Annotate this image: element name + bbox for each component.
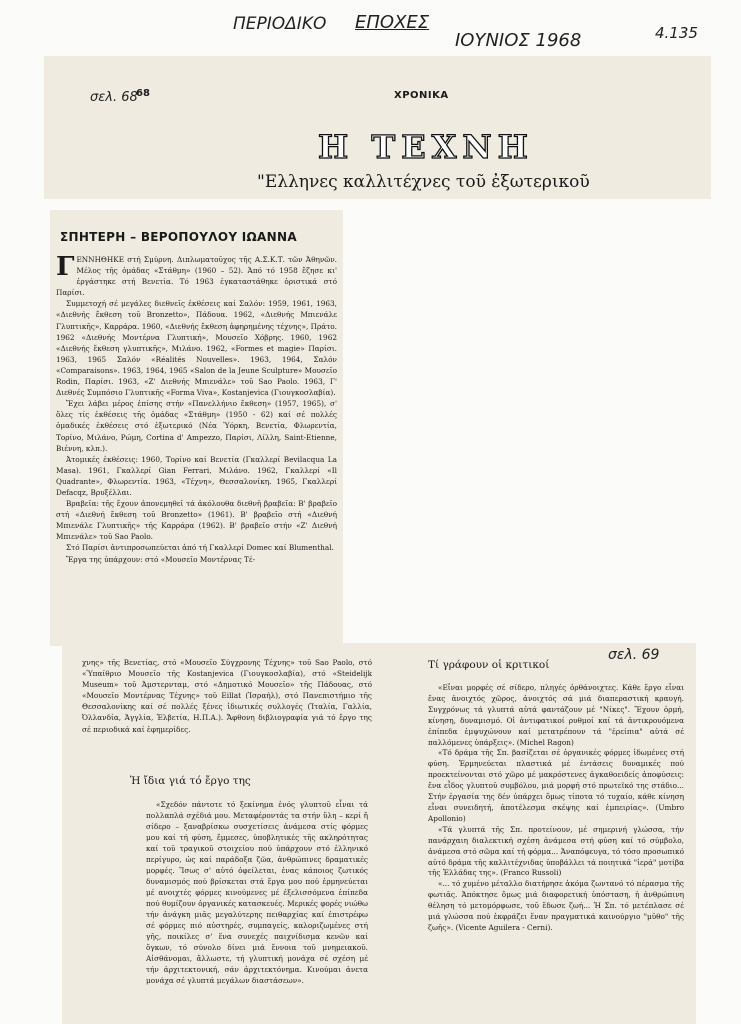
handwritten-ref-code: 4.135 bbox=[655, 24, 698, 42]
critics-quotes bbox=[428, 683, 684, 1023]
paragraph: «Εἶναι μορφές σέ σίδερο, πληγές ὀρθάνοιχτες. Κάθε ἔργο εἶναι ἕνας ἀνοιχτός χῶρος, ἀνοιχτός σά μιά διαπεραστική κραυγή. Συγχρόνως τά γλυπτά αὐτά φαντάζουν μέ "Νίκες". Ἔχουν ὁρμή, κίνηση, δυναμισμό. Οἱ ἀντιφατικοί ρυθμοί καί τά ἀντικρουόμενα ἐπίπεδα ἐμψυχώνουν καί μετατρέπουν τά "ἐρείπια" αὐτά σέ παλλόμενες ὑπάρξεις». (Michel Ragon) bbox=[428, 683, 684, 747]
paragraph: χνης» τῆς Βενετίας, στό «Μουσεῖο Σύγχρονης Τέχνης» τοῦ Sao Paolo, στό «Ὑπαίθριο Μουσεῖο τῆς Kostanjevica (Γιουγκοσλαβία), στό «Steidelijk Museum» τοῦ Ἀμστερνταμ, στό «Δημοτικό Μουσεῖο» τῆς Πάδουας, στό «Μουσεῖο Μοντέρνας Τέχνης» τοῦ Eillat (Ἰσραήλ), στό Πανεπιστήμιο τῆς Θεσσαλονίκης καί σέ πολλές ξένες ἰδιωτικές συλλογές (Ἰταλία, Γαλλία, Ὀλλανδία, Ἀγγλία, Ἑλβετία, Η.Π.Α.). Ἄφθονη διβλιογραφία γιά τό ἔργο της σέ περιοδικά καί ἐφημερίδες. bbox=[82, 658, 372, 734]
drop-cap: Γ bbox=[56, 254, 75, 282]
paragraph: Βραβεῖα: τῆς ἔχουν ἀπονεμηθεῖ τά ἀκόλουθα διεθνῆ βραβεῖα: Β' βραβεῖο στή «Διεθνή ἔκθεση τοῦ Bronzetto» (1961). Β' βραβεῖο στή «Διεθνή Μπιενάλε Γλυπτικῆς» τῆς Καρράρα (1962). Β' βραβεῖο στήν «Ζ' Διεθνή Μπιενάλε» τοῦ Sao Paolo. bbox=[56, 499, 337, 542]
header-subtitle: "Ελληνες καλλιτέχνες τοῦ ἐξωτερικοῦ bbox=[257, 172, 590, 192]
paragraph: «Τό δράμα τῆς Σπ. βασίζεται σέ ὀργανικές φόρμες ἰδωμένες στή φύση. Ἑρμηνεύεται πλαστικά μέ ἐντάσεις δυναμικές πού προεκτείνονται στό χῶρο μέ μακρόστενες ἀγκαθοειδείς ἀποφύσεις: ἕνα εἶδος γλυπτοῦ συμβόλου, μιά μορφή στό πρωτεϊκό της στάδιο... Στήν ἐργασία της δέν ὑπάρχει ὅμως τίποτα τό τυχαίο, κάθε κίνηση εἶναι συνειδητή, ἀποτέλεσμα σκέψης καί ἐμπειρίας». (Umbro Apollonio) bbox=[428, 748, 684, 823]
header-section: ΧΡΟΝΙΚΑ bbox=[394, 90, 449, 101]
handwritten-source: ΠΕΡΙΟΔΙΚΟ bbox=[233, 14, 327, 34]
article-body-col1 bbox=[56, 254, 337, 644]
paragraph: Ἀτομικές ἐκθέσεις: 1960, Τορίνο καί Βενετία (Γκαλλερί Bevilacqua La Masa). 1961, Γκαλλερί Gian Ferrari, Μιλάνο. 1962, Γκαλλερί «Il Quadrante», Φλωρεντία. 1963, «Τέχνη», Θεσσαλονίκη. 1965, Γκαλλερί Defacqz, Βρυξέλλαι. bbox=[56, 454, 337, 497]
article-clipping-col1 bbox=[50, 210, 343, 646]
paragraph: «Σχεδόν πάντοτε τό ξεκίνημα ἑνός γλυπτοῦ εἶναι τά πολλαπλά σχέδιά μου. Μεταφέροντάς τα στήν ὕλη – κερί ἤ σίδερο – ξαναβρίσκω συσχετίσεις ἀνάμεσα στίς φόρμες μου καί τή φύση, ἔμμεσες, ὑποβλητικές τῆς ακληρότητας καί τοῦ τραγικοῦ στοιχείου πού ὑπάρχουν στό ἑλληνικό περίγυρο, ὡς καί παράδοξα ζῶα, ἀνθρώπινες δραματικές μορφές. Ἴσως σ' αὐτό ὀφείλεται, ἐνας κάποιος ζωτικός δυναμισμός πού βρίσκεται στά ἔργα μου πού ἐρμηνεύεται μέ ανοιχτές φόρμες κινούμενες μέ ἐξελισσόμενα ἐπίπεδα πού θυμίζουν ὀργανικές κατασκευές. Μερικές φορές νιώθω τήν ἀνάγκη μιᾶς μεγαλύτερης πειθαρχίας καί ἐπιστρέφω σέ φόρμες πιό αὐστηρές, συμπαγείς, καλοριζωμένες στή γῆς, ποικίλες σ' ἕνα συνεχές παιχνίδισμα κενῶν καί ὄγκων, τό σύνολο δίνει μιά ἔννοια τοῦ μνημειακοῦ. Αἰσθάνομαι, ἄλλωστε, τή γλυπτική μονάχα σέ σχέση μέ τήν ἀρχιτεκτονική, σάν ἀρχιτεκτόνημα. Κινούμαι ἀνετα μονάχα σέ γλυπτά μεγάλων διαστάσεων». bbox=[146, 800, 368, 985]
paragraph: «... τό χυμένο μέταλλο διατήρησε ἀκόμα ζωντανό τό πέρασμα τῆς φωτιᾶς. Ἀπόκτησε ὅμως μιά διαφορετική ὑπόσταση, ἡ ἀνθρώπινη θέληση τό μετομόρφωσε, τοῦ ἔδωσε ζωή... Ἡ Σπ. τό μετέπλασε σέ μιά γλώσσα πού ἐκφράζει ἕναν πραγματικά καινούργιο "μῦθο" τῆς ζωῆς». (Vicente Aguilera - Cerni). bbox=[428, 879, 684, 932]
article-heading: ΣΠΗΤΕΡΗ – ΒΕΡΟΠΟΥΛΟΥ ΙΩΑΝΝΑ bbox=[60, 230, 297, 244]
paragraph: Ἔργα της ὑπάρχουν: στό «Μουσεῖο Μοντέρνας Τέ- bbox=[66, 554, 256, 564]
artist-quote bbox=[146, 799, 368, 1024]
header-clipping bbox=[44, 56, 711, 199]
header-title: Η ΤΕΧΝΗ bbox=[318, 128, 534, 166]
handwritten-date: ΙΟΥΝΙΟΣ 1968 bbox=[455, 30, 582, 51]
header-page-number: 68 bbox=[136, 88, 150, 99]
article-continuation bbox=[82, 657, 372, 745]
article-clipping-lower bbox=[62, 643, 696, 1024]
paragraph: «Τά γλυπτά τῆς Σπ. προτείνουν, μέ σημερινή γλώσσα, τήν πανάρχαιη διαλεκτική σχέση ἀνάμεσα στή φύση καί τό σύμβολο, ἀνάμεσα στό σῶμα καί τή φόρμα... Ἀναπόφευγα, τό τόσο προσωπικό αὐτό δράμα τῆς καλλιτέχνιδας ὑποβάλλει τά ποιητικά "ἱερά" μοτίβα τῆς Ἑλλάδας της». (Franco Russoli) bbox=[428, 824, 684, 878]
handwritten-page-a: σελ. 68 bbox=[90, 90, 138, 105]
handwritten-source-name: ΕΠΟΧΕΣ bbox=[355, 12, 430, 33]
subhead-critics: Τί γράφουν οἱ κριτικοί bbox=[428, 659, 550, 671]
paragraph: Ἔχει λάβει μέρος ἐπίσης στήν «Πανελλήνιο ἔκθεση» (1957, 1965), σ' ὅλες τίς ἐκθέσεις τῆς ὁμάδας «Στάθμη» (1950 - 62) καί σέ πολλές ὁμαδικές ἐκθέσεις στό ἐξωτερικό (Νέα Ὑόρκη, Βενετία, Φλωρεντία, Τορίνο, Μιλάνο, Ρώμη, Cortina d' Ampezzo, Παρίσι, Λίλλη, Saint-Etienne, Βιέννη, κλπ.). bbox=[56, 399, 337, 453]
subhead-artist: Ἡ ἴδια γιά τό ἔργο της bbox=[130, 775, 251, 787]
paragraph: Στό Παρίσι ἀντιπροσωπεύεται ἀπό τή Γκαλλερί Domec καί Blumenthal. bbox=[66, 543, 334, 553]
paragraph: Συμμετοχή σέ μεγάλες διεθνεῖς ἐκθέσεις καί Σαλόν: 1959, 1961, 1963, «Διεθνής ἔκθεση τοῦ Bronzetto», Πάδουα. 1962, «Διεθνής Μπιενάλε Γλυπτικῆς», Καρράρα. 1960, «Διεθνής ἔκθεση ἀφηρημένης τέχνης», Πράτο. 1962 «Διεθνής Μοντέρνα Γλυπτική», Μουσεῖο Χόβρης. 1960, 1962 «Διεθνής ἔκθεση γλυπτικῆς», Μιλάνο. 1962, «Formes et magie» Παρίσι. 1963, 1965 Σαλόν «Réalités Nouvelles». 1963, 1964, Σαλόν «Comparaisons». 1963, 1964, 1965 «Salon de la Jeune Sculpture» Μουσεῖο Rodin, Παρίσι. 1963, «Ζ' Διεθνής Μπιενάλε» τοῦ Sao Paolo. 1963, Γ' Διεθνές Συμπόσιο Γλυπτικῆς «Forma Viva», Kostanjevica (Γιουγκοσλαβία). bbox=[56, 299, 337, 398]
handwritten-page-b: σελ. 69 bbox=[608, 647, 660, 663]
paragraph: ΓΕΝΝΗΘΗΚΕ στή Σμύρνη. Διπλωματοῦχος τῆς Α.Σ.Κ.Τ. τῶν Ἀθηνῶν. Μέλος τῆς ὁμάδας «Στάθμη» (1960 – 52). Ἀπό τό 1958 ἔζησε κι' ἐργάστηκε στή Βενετία. Τό 1963 ἐγκαταστάθηκε ὁριστικά στό Παρίσι. bbox=[56, 254, 337, 298]
